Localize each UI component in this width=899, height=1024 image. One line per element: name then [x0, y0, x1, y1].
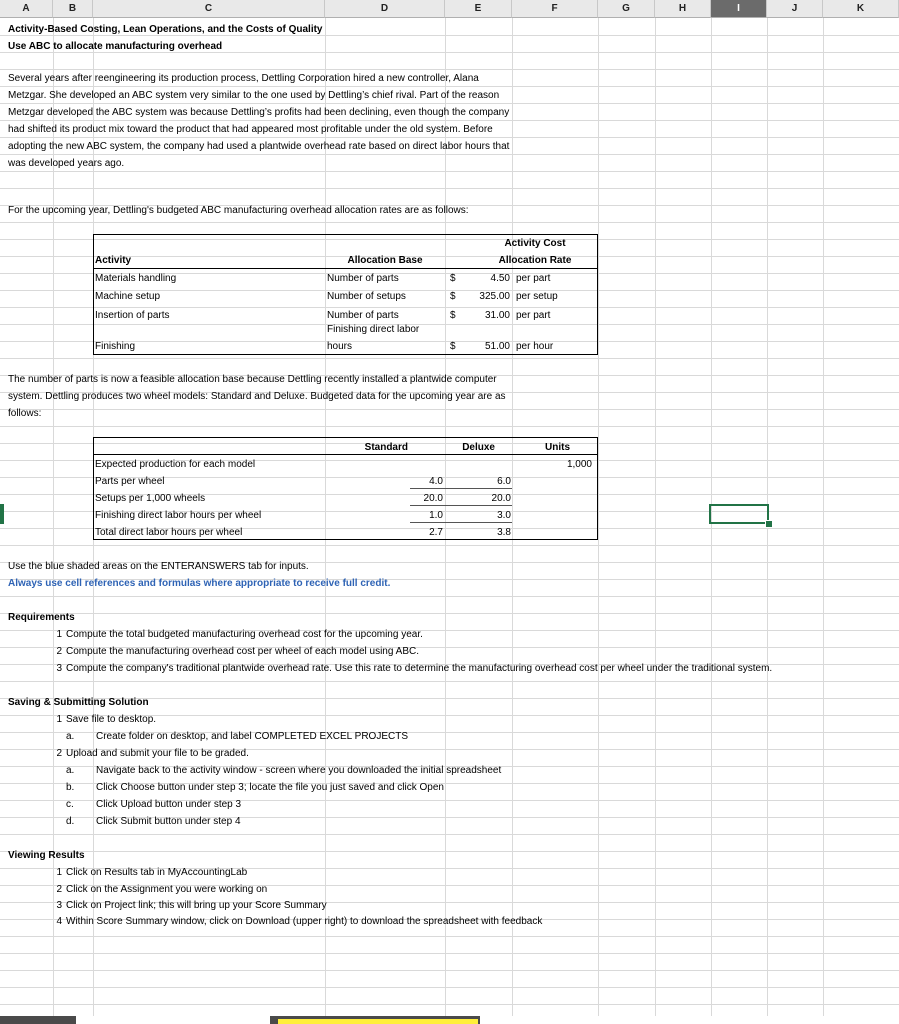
model-table-right-border — [597, 437, 598, 540]
requirement-text[interactable]: Compute the company's traditional plantwide overhead rate. Use this rate to determine the manufacturing overhead cost per wheel under the traditional system. — [66, 663, 773, 674]
saving-number[interactable]: 2 — [56, 748, 62, 759]
parts-line: follows: — [8, 408, 42, 419]
note-inputs[interactable]: Use the blue shaded areas on the ENTERANSWERS tab for inputs. — [8, 561, 309, 572]
intro-line: had shifted its product mix toward the product that had appeared most profitable under the old system. Before — [8, 124, 493, 135]
intro-paragraph[interactable] — [8, 70, 598, 172]
rates-intro[interactable]: For the upcoming year, Dettling's budgeted ABC manufacturing overhead allocation rates are as follows: — [8, 205, 469, 216]
column-header-j[interactable]: J — [767, 0, 823, 18]
requirement-number[interactable]: 3 — [56, 663, 62, 674]
saving-text[interactable]: Click Upload button under step 3 — [96, 799, 242, 810]
column-header-g[interactable]: G — [598, 0, 655, 18]
column-header-b[interactable]: B — [53, 0, 93, 18]
rate-base[interactable]: Finishing direct labor — [327, 324, 420, 335]
parts-paragraph[interactable] — [8, 371, 598, 422]
viewing-number[interactable]: 4 — [56, 916, 62, 927]
row-gridline — [0, 613, 899, 614]
rate-activity[interactable]: Machine setup — [95, 291, 161, 302]
column-header-f[interactable]: F — [512, 0, 598, 18]
row-gridline — [0, 188, 899, 189]
model-header-deluxe[interactable]: Deluxe — [462, 442, 495, 453]
rate-dollar: $ — [450, 291, 456, 302]
rate-unit[interactable]: per setup — [516, 291, 558, 302]
parts-line: The number of parts is now a feasible allocation base because Dettling recently installed a plantwide computer — [8, 374, 497, 385]
rates-header-activity-cost[interactable]: Activity Cost — [504, 238, 566, 249]
rate-value[interactable]: 325.00 — [479, 291, 510, 302]
row-gridline — [0, 256, 899, 257]
column-gridline — [598, 18, 599, 1016]
model-row-label[interactable]: Parts per wheel — [95, 476, 165, 487]
rates-header-base[interactable]: Allocation Base — [347, 255, 423, 266]
rate-unit[interactable]: per part — [516, 310, 551, 321]
viewing-number[interactable]: 2 — [56, 884, 62, 895]
rate-dollar: $ — [450, 273, 456, 284]
model-standard-value[interactable]: 20.0 — [423, 493, 443, 504]
rate-activity[interactable]: Materials handling — [95, 273, 177, 284]
saving-letter[interactable]: a. — [66, 731, 75, 742]
model-deluxe-value[interactable]: 6.0 — [497, 476, 511, 487]
rate-base-line2[interactable]: hours — [327, 341, 353, 352]
model-value-underline — [410, 488, 512, 489]
column-header-h[interactable]: H — [655, 0, 711, 18]
row-gridline — [0, 834, 899, 835]
selected-cell[interactable] — [709, 504, 769, 524]
column-header-c[interactable]: C — [93, 0, 325, 18]
rate-base[interactable]: Number of parts — [327, 310, 399, 321]
sheet-subtitle[interactable]: Use ABC to allocate manufacturing overhead — [8, 41, 223, 52]
saving-text[interactable]: Click Submit button under step 4 — [96, 816, 241, 827]
row-gridline — [0, 596, 899, 597]
row-gridline — [0, 681, 899, 682]
rate-unit[interactable]: per hour — [516, 341, 554, 352]
model-table-left-border — [93, 437, 94, 540]
rate-value[interactable]: 31.00 — [484, 310, 510, 321]
model-standard-value[interactable]: 4.0 — [429, 476, 443, 487]
rates-table-left-border — [93, 234, 94, 355]
model-row-label[interactable]: Setups per 1,000 wheels — [95, 493, 206, 504]
model-deluxe-value[interactable]: 20.0 — [491, 493, 511, 504]
rates-table-top-border — [93, 234, 598, 235]
model-row-label[interactable]: Expected production for each model — [95, 459, 256, 470]
intro-line: was developed years ago. — [8, 158, 125, 169]
model-row-label[interactable]: Total direct labor hours per wheel — [95, 527, 243, 538]
viewing-text[interactable]: Click on Project link; this will bring up your Score Summary — [66, 900, 327, 911]
row-selection-indicator — [0, 504, 4, 524]
row-gridline — [0, 426, 899, 427]
model-header-border — [93, 454, 598, 455]
model-row-label[interactable]: Finishing direct labor hours per wheel — [95, 510, 262, 521]
row-gridline — [0, 358, 899, 359]
sheet-tab-active[interactable] — [278, 1019, 478, 1024]
rate-unit[interactable]: per part — [516, 273, 551, 284]
saving-letter[interactable]: d. — [66, 816, 75, 827]
row-gridline — [0, 987, 899, 988]
saving-title[interactable]: Saving & Submitting Solution — [8, 697, 149, 708]
row-gridline — [0, 307, 899, 308]
column-gridline — [655, 18, 656, 1016]
model-table-bottom-border — [93, 539, 598, 540]
sheet-tab-bar-left[interactable] — [0, 1016, 76, 1024]
viewing-text[interactable]: Within Score Summary window, click on Download (upper right) to download the spreadsheet with feedback — [66, 916, 543, 927]
model-units-value[interactable]: 1,000 — [566, 459, 592, 470]
model-deluxe-value[interactable]: 3.0 — [497, 510, 511, 521]
rates-header-rate[interactable]: Allocation Rate — [498, 255, 572, 266]
requirement-number[interactable]: 1 — [56, 629, 62, 640]
model-deluxe-value[interactable]: 3.8 — [497, 527, 511, 538]
rate-activity[interactable]: Insertion of parts — [95, 310, 170, 321]
viewing-text[interactable]: Click on Results tab in MyAccountingLab — [66, 867, 248, 878]
model-standard-value[interactable]: 1.0 — [429, 510, 443, 521]
column-header-d[interactable]: D — [325, 0, 445, 18]
requirement-number[interactable]: 2 — [56, 646, 62, 657]
model-value-underline — [410, 522, 512, 523]
row-gridline — [0, 324, 899, 325]
rates-header-activity[interactable]: Activity — [95, 255, 132, 266]
model-standard-value[interactable]: 2.7 — [429, 527, 443, 538]
row-gridline — [0, 1004, 899, 1005]
requirements-title[interactable]: Requirements — [8, 612, 75, 623]
requirement-text[interactable]: Compute the total budgeted manufacturing overhead cost for the upcoming year. — [66, 629, 423, 640]
row-gridline — [0, 222, 899, 223]
saving-letter[interactable]: a. — [66, 765, 75, 776]
row-gridline — [0, 936, 899, 937]
note-formulas[interactable]: Always use cell references and formulas where appropriate to receive full credit. — [8, 578, 391, 589]
rates-table-right-border — [597, 234, 598, 355]
row-gridline — [0, 545, 899, 546]
rates-table-bottom-border — [93, 354, 598, 355]
saving-text[interactable]: Click Choose button under step 3; locate the file you just saved and click Open — [96, 782, 444, 793]
saving-text[interactable]: Save file to desktop. — [66, 714, 157, 725]
parts-line: system. Dettling produces two wheel models: Standard and Deluxe. Budgeted data for the upcoming year are as — [8, 391, 506, 402]
rate-value[interactable]: 4.50 — [490, 273, 510, 284]
rate-activity[interactable]: Finishing — [95, 341, 136, 352]
rate-base[interactable]: Number of parts — [327, 273, 399, 284]
viewing-title[interactable]: Viewing Results — [8, 850, 85, 861]
saving-text[interactable]: Create folder on desktop, and label COMPLETED EXCEL PROJECTS — [96, 731, 408, 742]
rates-header-border — [93, 268, 598, 269]
model-header-units[interactable]: Units — [545, 442, 570, 453]
rate-base[interactable]: Number of setups — [327, 291, 406, 302]
saving-letter[interactable]: c. — [66, 799, 74, 810]
fill-handle[interactable] — [765, 520, 773, 528]
model-header-standard[interactable]: Standard — [364, 442, 408, 453]
sheet-title[interactable]: Activity-Based Costing, Lean Operations, and the Costs of Quality — [8, 24, 323, 35]
column-header-a[interactable]: A — [0, 0, 53, 18]
column-header-i[interactable]: I — [711, 0, 767, 18]
row-gridline — [0, 953, 899, 954]
rate-dollar: $ — [450, 341, 456, 352]
saving-text[interactable]: Upload and submit your file to be graded. — [66, 748, 249, 759]
column-header-k[interactable]: K — [823, 0, 899, 18]
viewing-number[interactable]: 1 — [56, 867, 62, 878]
viewing-text[interactable]: Click on the Assignment you were working on — [66, 884, 268, 895]
model-table-top-border — [93, 437, 598, 438]
viewing-number[interactable]: 3 — [56, 900, 62, 911]
row-gridline — [0, 239, 899, 240]
intro-line: Several years after reengineering its production process, Dettling Corporation hired a new controller, Alana — [8, 73, 479, 84]
rate-value[interactable]: 51.00 — [484, 341, 510, 352]
rate-dollar: $ — [450, 310, 456, 321]
model-value-underline — [410, 505, 512, 506]
row-gridline — [0, 970, 899, 971]
intro-line: Metzgar developed the ABC system was because Dettling’s profits had been declining, even though the company — [8, 107, 510, 118]
column-header-e[interactable]: E — [445, 0, 512, 18]
row-gridline — [0, 851, 899, 852]
saving-letter[interactable]: b. — [66, 782, 75, 793]
column-gridline — [823, 18, 824, 1016]
requirement-text[interactable]: Compute the manufacturing overhead cost per wheel of each model using ABC. — [66, 646, 419, 657]
intro-line: adopting the new ABC system, the company had used a plantwide overhead rate based on direct labor hours that — [8, 141, 510, 152]
saving-number[interactable]: 1 — [56, 714, 62, 725]
intro-line: Metzgar. She developed an ABC system very similar to the one used by Dettling’s chief rival. Part of the reason — [8, 90, 500, 101]
saving-text[interactable]: Navigate back to the activity window - screen where you downloaded the initial spreadsheet — [96, 765, 502, 776]
